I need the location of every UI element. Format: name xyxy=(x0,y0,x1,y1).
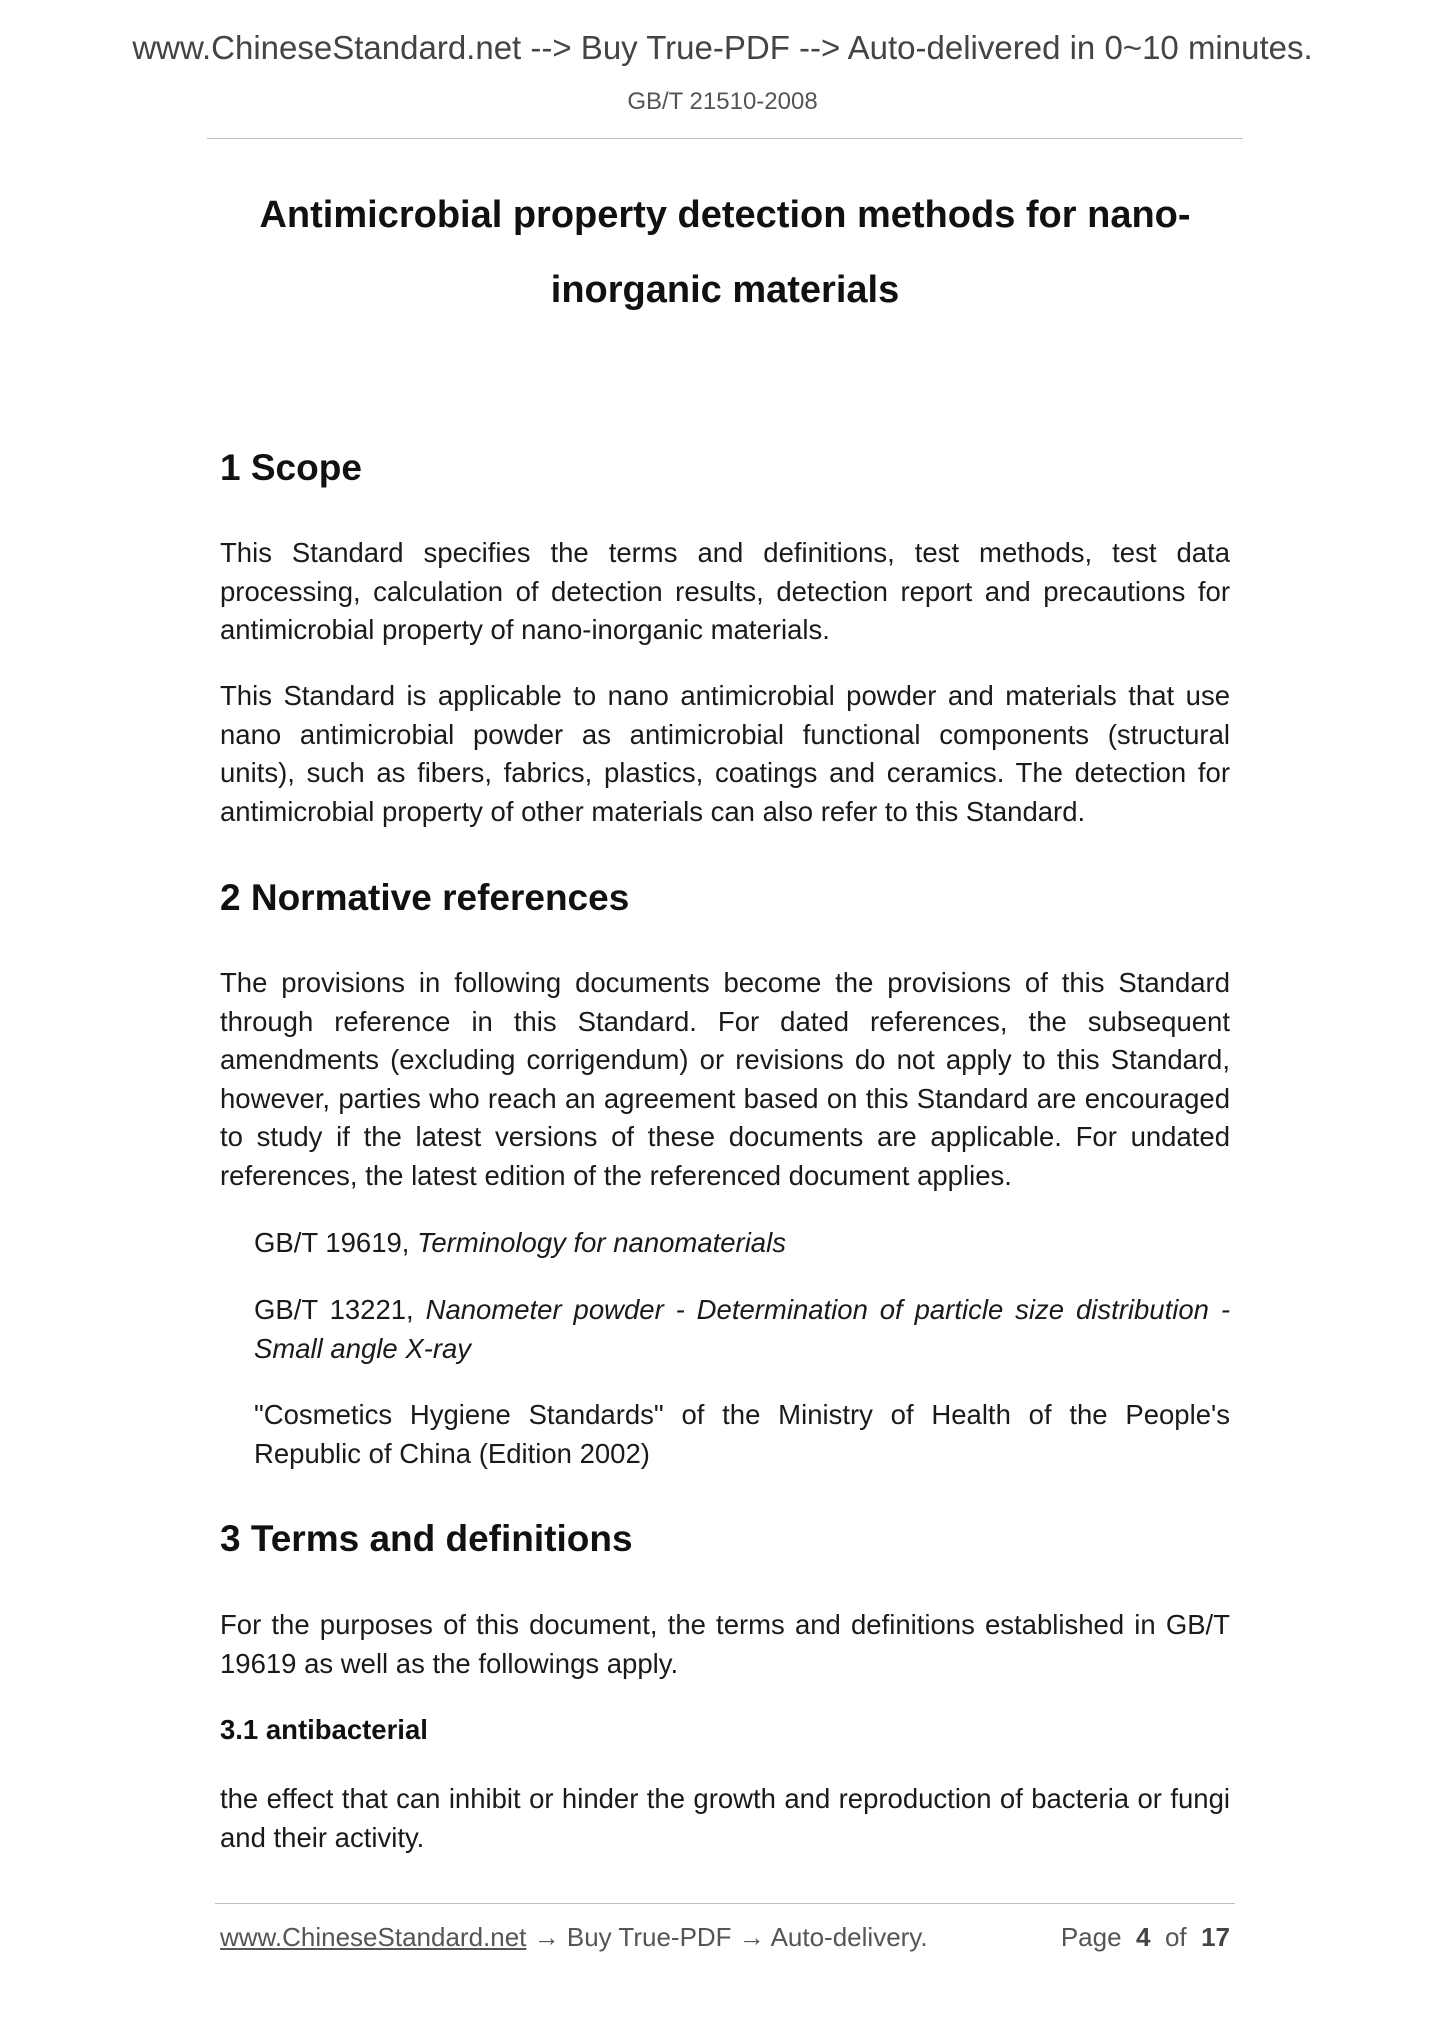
section-heading-scope: 1 Scope xyxy=(220,447,362,488)
scope-paragraph-2: This Standard is applicable to nano antimicrobial powder and materials that use nano antimicrobial powder as antimicrobial functional components (structural units), such as fibers, fabrics, plastics, coatings and ceramics. The detection for antimicrobial property of other materials can also refer to this Standard. xyxy=(220,680,1230,827)
footer-divider xyxy=(215,1903,1235,1904)
antibacterial-definition: the effect that can inhibit or hinder the growth and reproduction of bacteria or fungi and their activity. xyxy=(220,1783,1230,1853)
title-line-2: inorganic materials xyxy=(550,269,900,311)
reference-item xyxy=(254,1291,1230,1368)
footer-website-link[interactable]: www.ChineseStandard.net xyxy=(220,1922,527,1952)
footer-tagline: → Buy True-PDF → Auto-delivery. xyxy=(526,1922,928,1952)
section-heading-terms-definitions: 3 Terms and definitions xyxy=(220,1518,633,1559)
page-label: Page xyxy=(1060,1922,1122,1952)
page-total: 17 xyxy=(1201,1922,1230,1952)
references-intro-paragraph: The provisions in following documents become the provisions of this Standard through reference in this Standard. For dated references, the subsequent amendments (excluding corrigendum) or revisions do not apply to this Standard, however, parties who reach an agreement based on this Standard are encouraged to study if the latest versions of these documents are applicable. For undated references, the latest edition of the referenced document applies. xyxy=(220,967,1230,1191)
reference-title: Nanometer powder - Determination of particle size distribution - Small angle X-ray xyxy=(254,1294,1230,1364)
header-divider xyxy=(207,138,1243,139)
page-footer xyxy=(220,1922,1230,1953)
reference-item xyxy=(254,1396,1230,1473)
page-indicator xyxy=(1061,1922,1230,1953)
of-label: of xyxy=(1164,1922,1187,1952)
title-line-1: Antimicrobial property detection methods for nano- xyxy=(259,194,1191,236)
section-heading-normative-references: 2 Normative references xyxy=(220,877,630,918)
page-number: 4 xyxy=(1136,1922,1151,1952)
terms-intro-paragraph: For the purposes of this document, the terms and definitions established in GB/T 19619 as well as the followings apply. xyxy=(220,1609,1230,1679)
reference-code: "Cosmetics Hygiene Standards" of the Ministry of Health of the People's Republic of China (Edition 2002) xyxy=(254,1399,1230,1469)
scope-paragraph-1: This Standard specifies the terms and definitions, test methods, test data processing, calculation of detection results, detection report and precautions for antimicrobial property of nano-inorganic materials. xyxy=(220,537,1230,645)
reference-code: GB/T 19619, xyxy=(254,1227,418,1258)
reference-item xyxy=(254,1224,1230,1263)
top-banner: www.ChineseStandard.net --> Buy True-PDF --> Auto-delivered in 0~10 minutes. xyxy=(132,29,1313,66)
reference-code: GB/T 13221, xyxy=(254,1294,426,1325)
subsection-heading-antibacterial: 3.1 antibacterial xyxy=(220,1714,428,1745)
reference-title: Terminology for nanomaterials xyxy=(417,1227,786,1258)
standard-code: GB/T 21510-2008 xyxy=(627,88,818,115)
document-title xyxy=(207,178,1243,328)
